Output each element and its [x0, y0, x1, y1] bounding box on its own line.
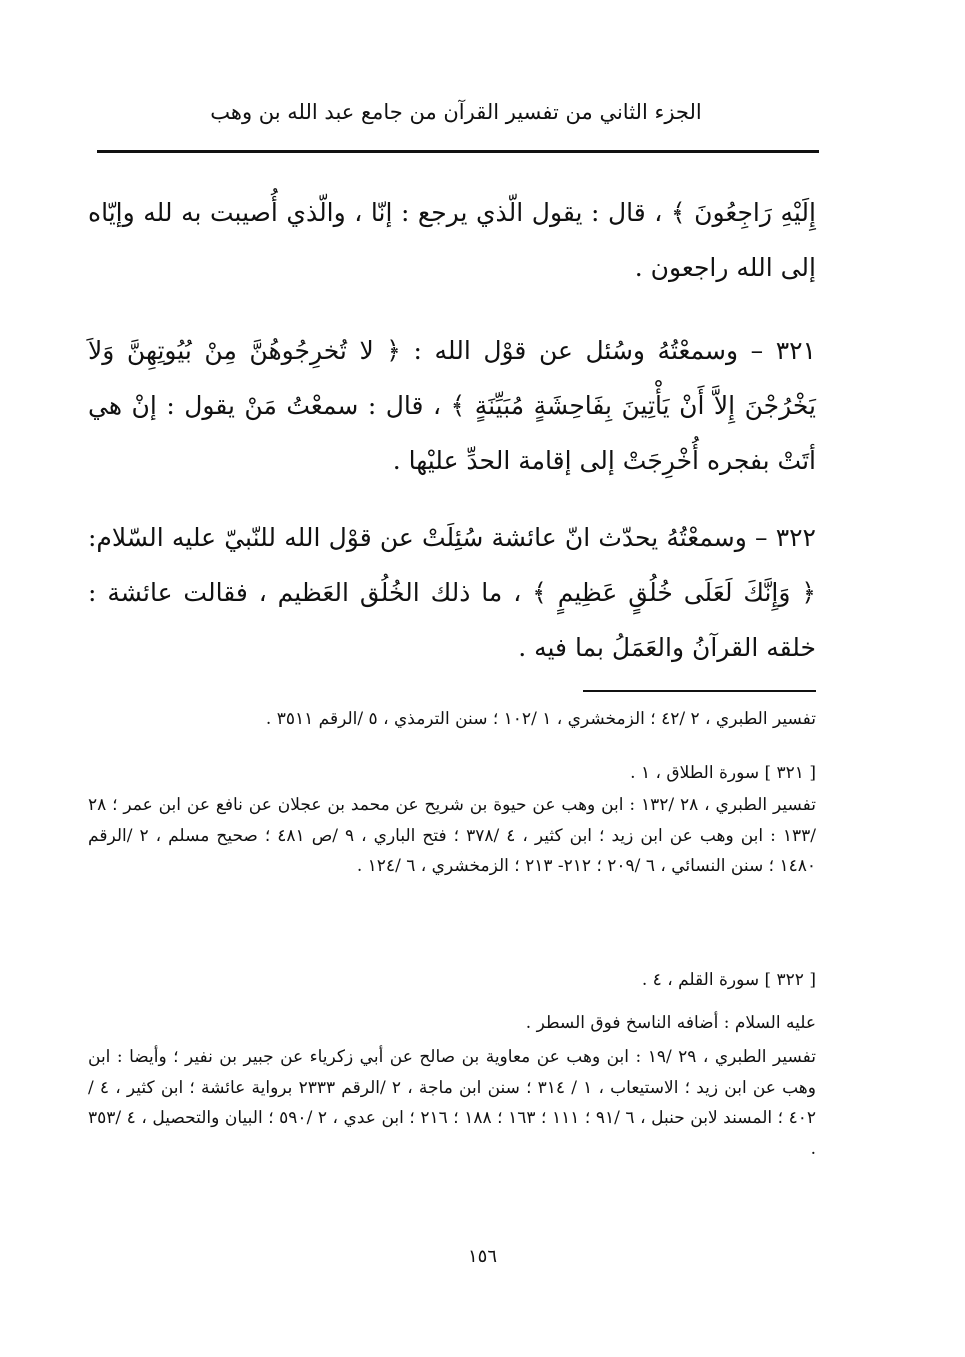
footnote-ref-322: [ ٣٢٢ ] سورة القلم ، ٤ .: [641, 970, 816, 990]
page-number: ١٥٦: [467, 1246, 497, 1267]
footnote-previous: تفسير الطبري ، ٢ /٤٢ ؛ الزمخشري ، ١ /١٠٢ ؛ سنن الترمذي ، ٥ /الرقم ٣٥١١ .: [265, 709, 816, 729]
footnote-sources-321: تفسير الطبري ، ٢٨ /١٣٢ : ابن وهب عن حيوة بن شريح عن محمد بن عجلان عن نافع عن ابن عمر ؛ ٢٨ /١٣٣ : ابن وهب عن ابن زيد ؛ ابن كثير ، ٤ /٣٧٨ ؛ فتح الباري ، ٩ /ص ٤٨١ ؛ صحيح مسلم ، ٢ /الرقم ١٤٨٠ ؛ سنن النسائي ، ٦ /٢٠٩ ؛ ٢١٢- ٢١٣ ؛ الزمخشري ، ٦ /١٢٤ .: [88, 795, 817, 876]
footnote-sources-322: تفسير الطبري ، ٢٩ /١٩ : ابن وهب عن معاوية بن صالح عن أبي زكرياء عن جبير بن نفير ؛ وأيضا : ابن وهب عن ابن زيد ؛ الاستيعاب ، ١ / ٣١٤ ؛ سنن ابن ماجة ، ٢ /الرقم ٢٣٣٣ برواية عائشة ؛ ابن كثير ، ٤ /٤٠٢ ؛ المسند لابن حنبل ، ٦ /٩١ ؛ ١١١ ؛ ١٦٣ ؛ ١٨٨ ؛ ٢١٦ ؛ ابن عدي ، ٢ /٥٩٠ ؛ البيان والتحصيل ، ٤ /٣٥٣ .: [88, 1047, 817, 1159]
footnote-ref-321: [ ٣٢١ ] سورة الطلاق ، ١ .: [630, 763, 816, 783]
footnote-editor-note-322: عليه السلام : أضافه الناسخ فوق السطر .: [525, 1013, 816, 1033]
footnote-rule: [583, 690, 816, 692]
header-rule: [97, 150, 819, 153]
running-title: الجزء الثاني من تفسير القرآن من جامع عبد الله بن وهب: [210, 100, 702, 124]
paragraph-322: ٣٢٢ – وسمعْتُهُ يحدّث انّ عائشة سُئِلَتْ عن قوْل الله للنّبيّ عليه السّلام: ﴿ وَإِنَّكَ لَعَلَى خُلُقٍ عَظِيمٍ ﴾ ، ما ذلك الخُلُق العَظيم ، فقالت عائشة : خلقه القرآنُ والعَمَلُ بما فيه .: [88, 523, 816, 662]
paragraph-continuation: إِلَيْهِ رَاجِعُونَ ﴾ ، قال : يقول الّذي يرجع : إنّا ، والّذي أُصيبت به لله وإيّاه إلى الله راجعون .: [88, 198, 816, 282]
paragraph-321: ٣٢١ – وسمعْتُهُ وسُئل عن قوْل الله : ﴿ لا تُخرِجُوهُنَّ مِنْ بُيُوتِهِنَّ وَلاَ يَخْرُجْنَ إِلاَّ أَنْ يَأْتِينَ بِفَاحِشَةٍ مُبَيِّنَةٍ ﴾ ، قال : سمعْتُ مَنْ يقول : إنْ هي أتَتْ بفجره أُخْرِجَتْ إلى إقامة الحدِّ عليْها .: [88, 336, 816, 475]
